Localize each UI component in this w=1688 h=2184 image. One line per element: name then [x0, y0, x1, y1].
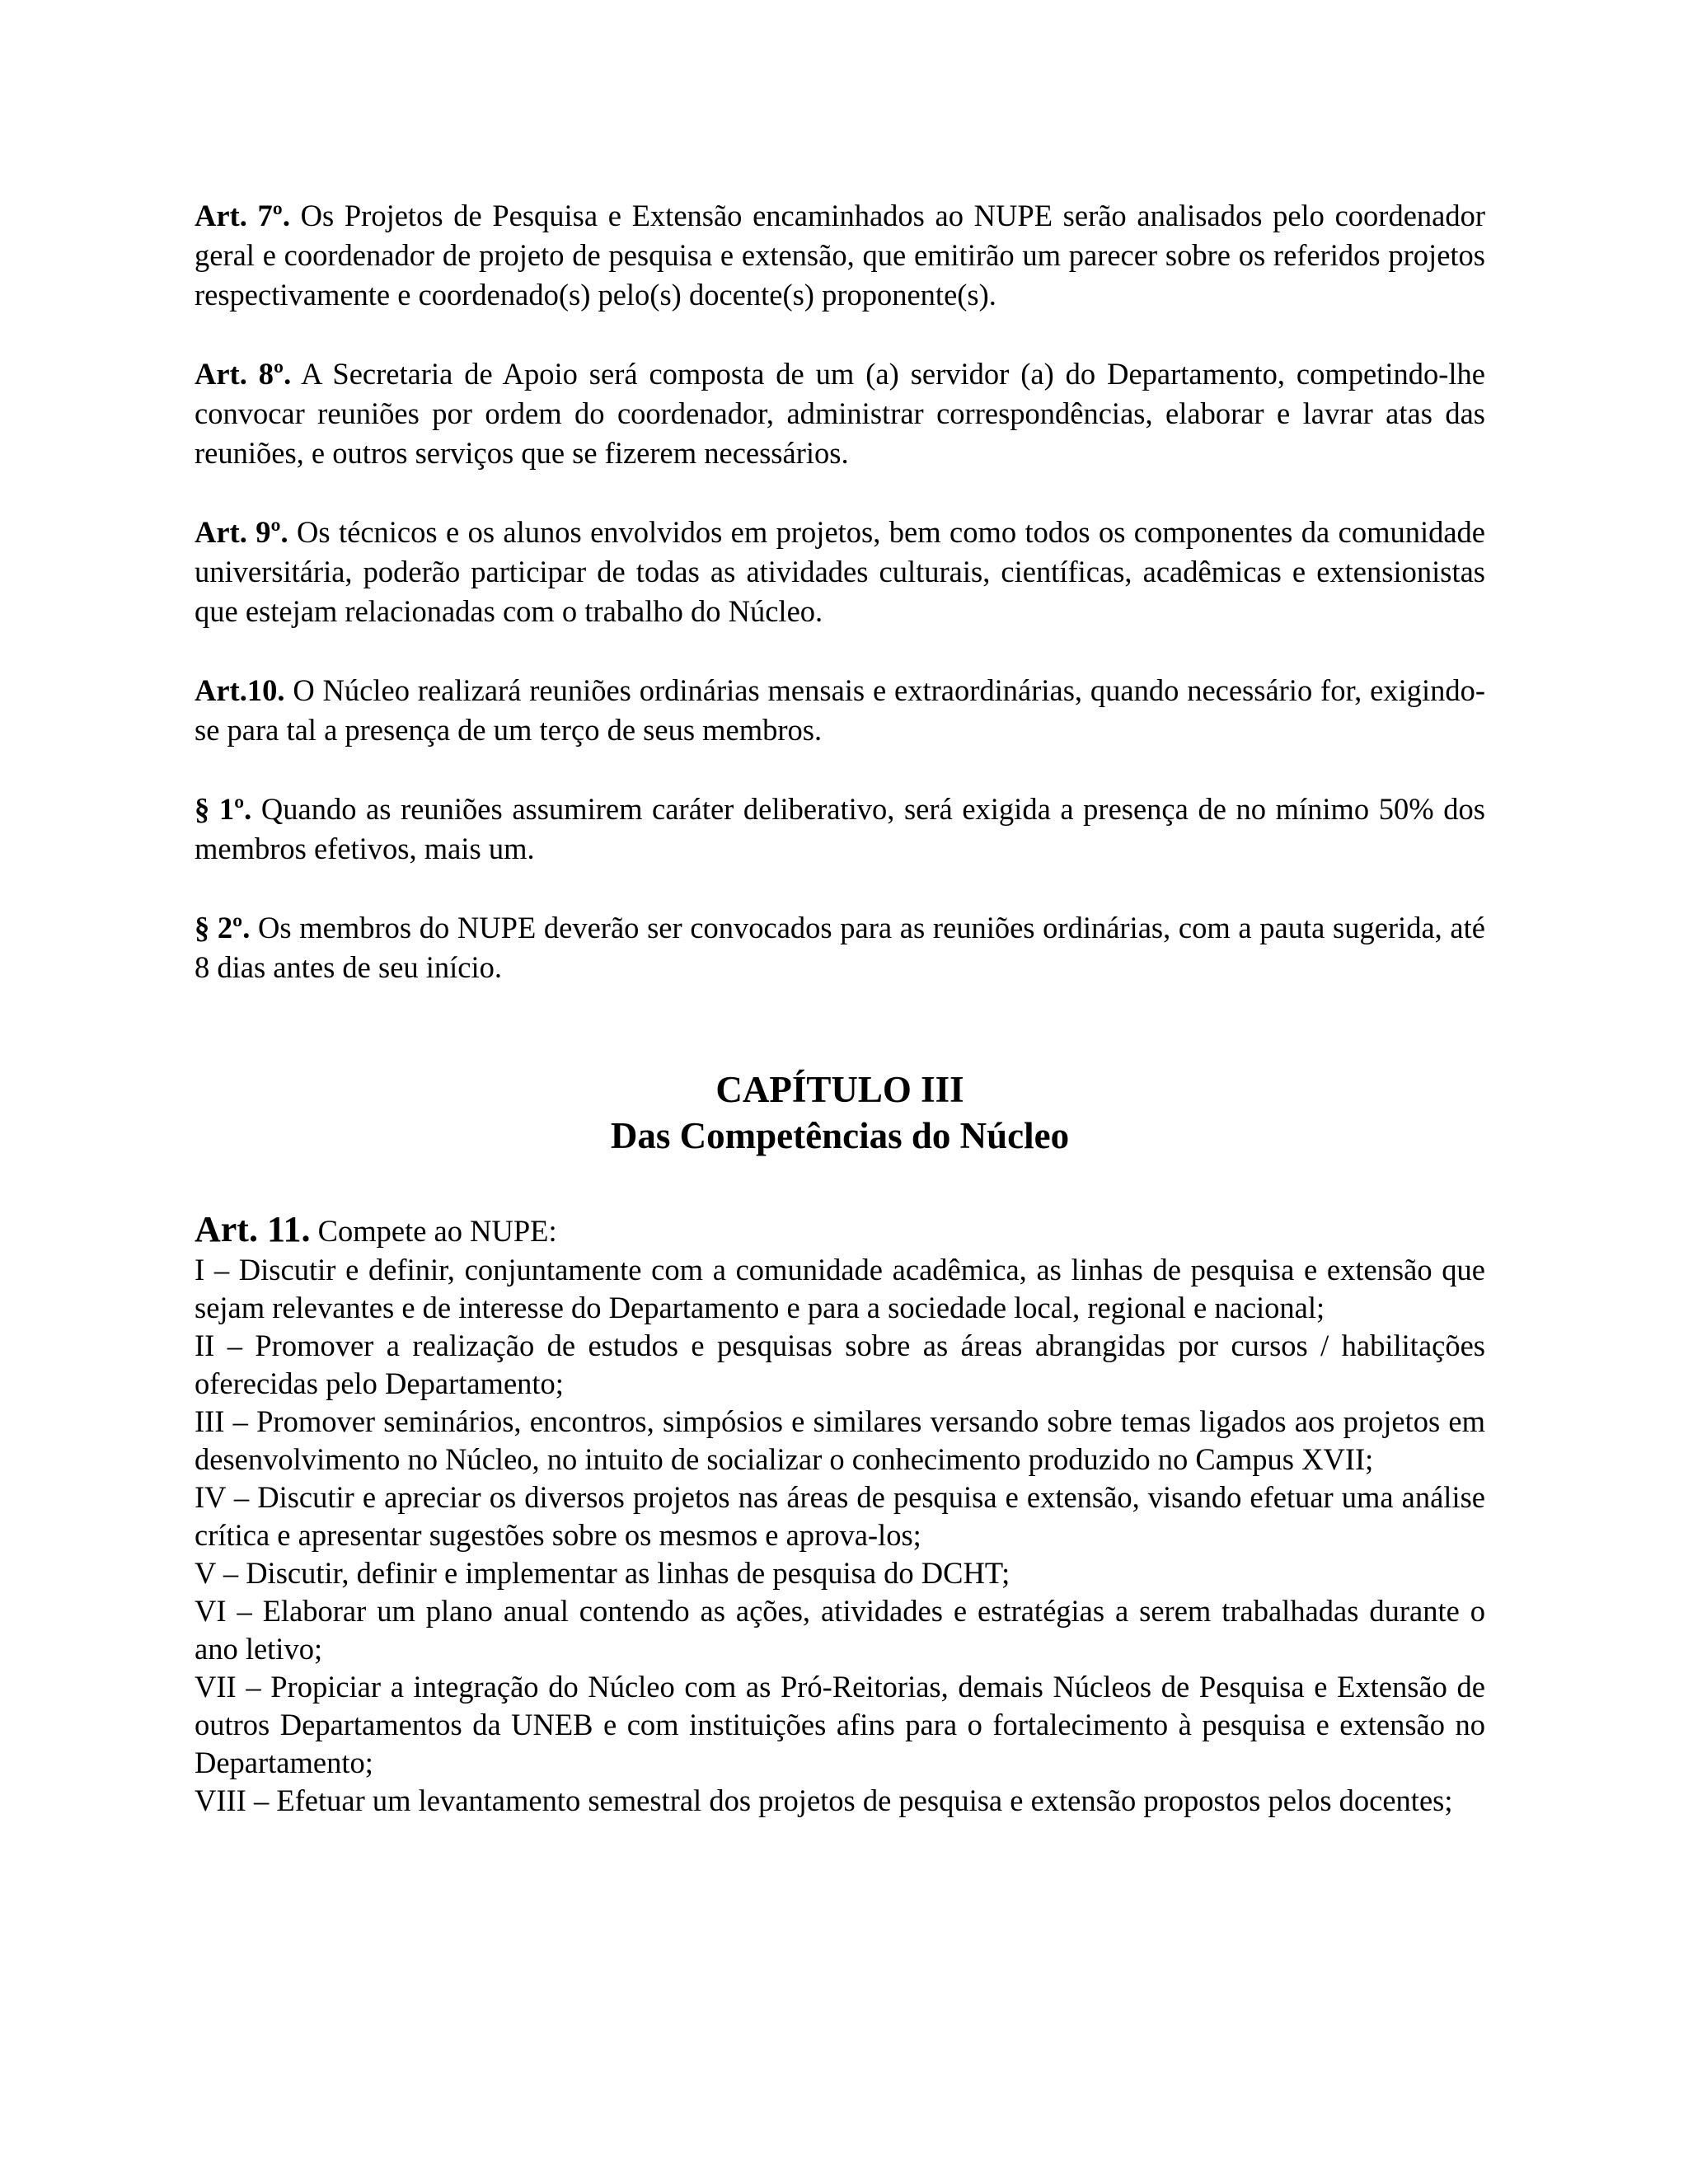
list-item: VI – Elaborar um plano anual contendo as ações, atividades e estratégias a serem trabalhadas durante o ano letivo;	[195, 1594, 1485, 1666]
list-item: II – Promover a realização de estudos e pesquisas sobre as áreas abrangidas por cursos / habilitações oferecidas pelo Departamento;	[195, 1329, 1485, 1400]
chapter-title: Das Competências do Núcleo	[610, 1115, 1070, 1156]
article-text: O Núcleo realizará reuniões ordinárias mensais e extraordinárias, quando necessário for, exigindo-se para tal a presença de um terço de seus membros.	[195, 673, 1486, 747]
list-item: V – Discutir, definir e implementar as linhas de pesquisa do DCHT;	[195, 1556, 1010, 1590]
paragraph-text: Os membros do NUPE deverão ser convocados para as reuniões ordinárias, com a pauta sugerida, até 8 dias antes de seu início.	[195, 911, 1485, 984]
paragraph-2	[195, 908, 1485, 987]
article-label: Art.10.	[195, 673, 285, 707]
article-9	[195, 513, 1485, 631]
article-label: Art. 9º.	[195, 515, 288, 549]
article-11-heading	[195, 1210, 1485, 1251]
article-intro: Compete ao NUPE:	[317, 1214, 557, 1248]
article-text: Os técnicos e os alunos envolvidos em projetos, bem como todos os componentes da comunidade universitária, poderão participar de todas as atividades culturais, científicas, acadêmicas e extensionistas que estejam relacionadas com o trabalho do Núcleo.	[195, 515, 1486, 628]
article-8	[195, 354, 1485, 473]
page-content	[195, 196, 1485, 1820]
paragraph-label: § 2º.	[195, 911, 251, 944]
article-label: Art. 7º.	[195, 199, 290, 232]
chapter-heading	[195, 1066, 1485, 1159]
list-item: III – Promover seminários, encontros, simpósios e similares versando sobre temas ligados aos projetos em desenvolvimento no Núcleo, no intuito de socializar o conhecimento produzido no Campus XVII;	[195, 1404, 1485, 1476]
article-label: Art. 8º.	[195, 357, 292, 391]
list-item: VII – Propiciar a integração do Núcleo com as Pró-Reitorias, demais Núcleos de Pesquisa e Extensão de outros Departamentos da UNEB e com instituições afins para o fortalecimento à pesquisa e extensão no Departamento;	[195, 1670, 1485, 1779]
article-text: A Secretaria de Apoio será composta de um (a) servidor (a) do Departamento, competindo-lhe convocar reuniões por ordem do coordenador, administrar correspondências, elaborar e lavrar atas das reuniões, e outros serviços que se fizerem necessários.	[195, 357, 1485, 470]
paragraph-text: Quando as reuniões assumirem caráter deliberativo, será exigida a presença de no mínimo 50% dos membros efetivos, mais um.	[195, 792, 1485, 865]
paragraph-1	[195, 790, 1485, 869]
article-text: Os Projetos de Pesquisa e Extensão encaminhados ao NUPE serão analisados pelo coordenador geral e coordenador de projeto de pesquisa e extensão, que emitirão um parecer sobre os referidos projetos respectivamente e coordenado(s) pelo(s) docente(s) proponente(s).	[195, 199, 1486, 312]
chapter-number: CAPÍTULO III	[715, 1069, 964, 1110]
list-item: VIII – Efetuar um levantamento semestral dos projetos de pesquisa e extensão propostos pelos docentes;	[195, 1783, 1453, 1817]
article-10	[195, 671, 1485, 750]
paragraph-label: § 1º.	[195, 792, 252, 826]
article-7	[195, 196, 1485, 315]
list-item: IV – Discutir e apreciar os diversos projetos nas áreas de pesquisa e extensão, visando efetuar uma análise crítica e apresentar sugestões sobre os mesmos e aprova-los;	[195, 1480, 1485, 1552]
article-label: Art. 11.	[195, 1209, 311, 1249]
list-item: I – Discutir e definir, conjuntamente com a comunidade acadêmica, as linhas de pesquisa e extensão que sejam relevantes e de interesse do Departamento e para a sociedade local, regional e nacional;	[195, 1253, 1485, 1324]
